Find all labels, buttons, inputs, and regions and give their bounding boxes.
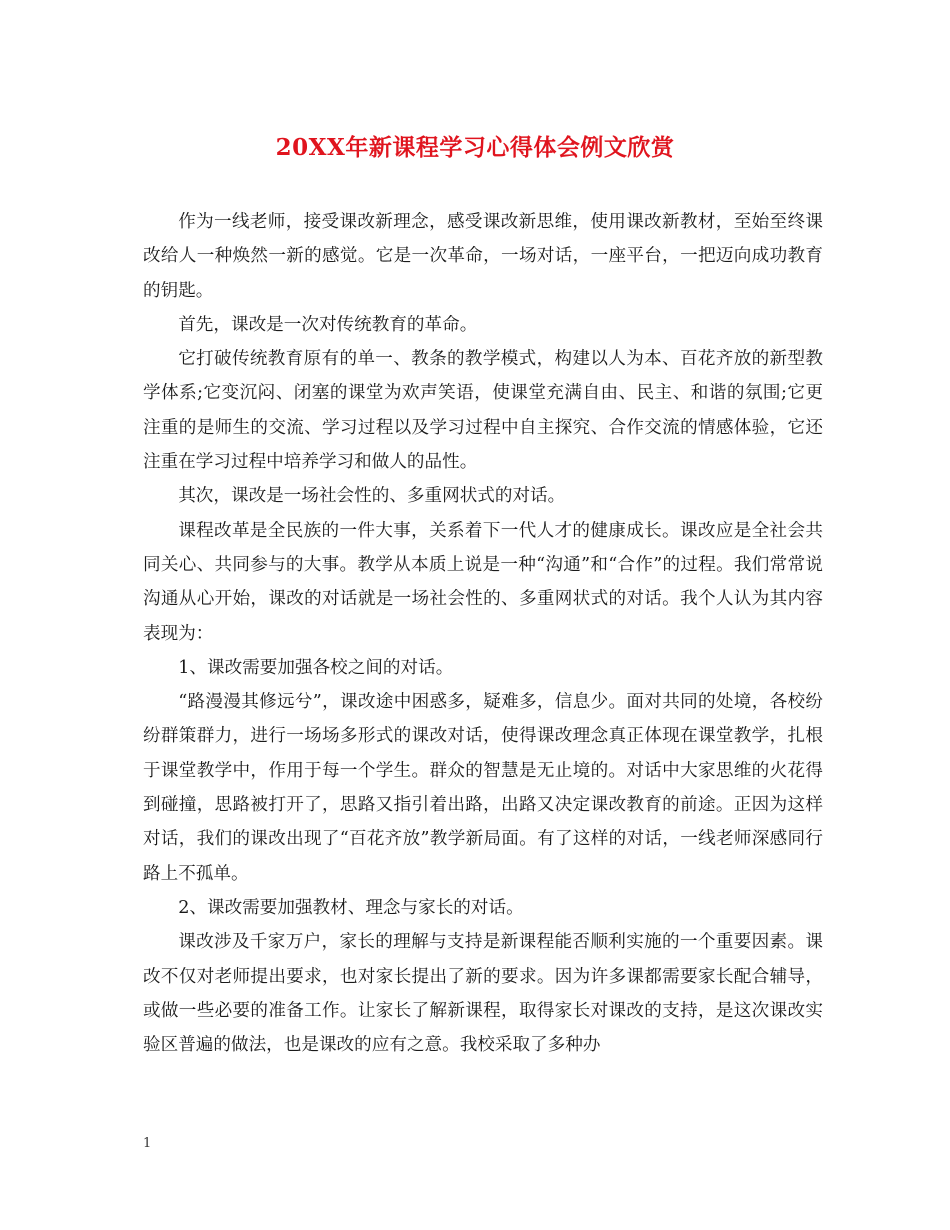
paragraph-dialogue: 课程改革是全民族的一件大事，关系着下一代人才的健康成长。课改应是全社会共同关心、共同参与的大事。教学从本质上说是一种“沟通”和“合作”的过程。我们常常说沟通从心开始，课改的对话就是一场社会性的、多重网状式的对话。我个人认为其内容表现为： [143, 520, 823, 644]
paragraph-item-1-heading: 1、课改需要加强各校之间的对话。 [178, 657, 454, 678]
paragraph-intro: 作为一线老师，接受课改新理念，感受课改新思维，使用课改新教材，至始至终课改给人一种焕然一新的感觉。它是一次革命，一场对话，一座平台，一把迈向成功教育的钥匙。 [143, 212, 823, 301]
paragraph-item-2-body: 课改涉及千家万户，家长的理解与支持是新课程能否顺利实施的一个重要因素。课改不仅对老师提出要求，也对家长提出了新的要求。因为许多课都需要家长配合辅导，或做一些必要的准备工作。让家长了解新课程，取得家长对课改的支持，是这次课改实验区普遍的做法，也是课改的应有之意。我校采取了多种办 [143, 932, 823, 1056]
document-title: 20XX年新课程学习心得体会例文欣赏 [275, 134, 675, 161]
paragraph-second-point: 其次，课改是一场社会性的、多重网状式的对话。 [178, 486, 566, 507]
document-body [143, 205, 823, 1062]
paragraph-revolution: 它打破传统教育原有的单一、教条的教学模式，构建以人为本、百花齐放的新型教学体系;它变沉闷、闭塞的课堂为欢声笑语，使课堂充满自由、民主、和谐的氛围;它更注重的是师生的交流、学习过程以及学习过程中自主探究、合作交流的情感体验，它还注重在学习过程中培养学习和做人的品性。 [143, 349, 823, 473]
paragraph-item-1-body: “路漫漫其修远兮”，课改途中困惑多，疑难多，信息少。面对共同的处境，各校纷纷群策群力，进行一场场多形式的课改对话，使得课改理念真正体现在课堂教学，扎根于课堂教学中，作用于每一个学生。群众的智慧是无止境的。对话中大家思维的火花得到碰撞，思路被打开了，思路又指引着出路，出路又决定课改教育的前途。正因为这样对话，我们的课改出现了“百花齐放”教学新局面。有了这样的对话，一线老师深感同行路上不孤单。 [143, 692, 823, 884]
paragraph-first-point: 首先，课改是一次对传统教育的革命。 [178, 314, 478, 335]
page-number: 1 [143, 1136, 152, 1151]
paragraph-item-2-heading: 2、课改需要加强教材、理念与家长的对话。 [178, 897, 524, 918]
